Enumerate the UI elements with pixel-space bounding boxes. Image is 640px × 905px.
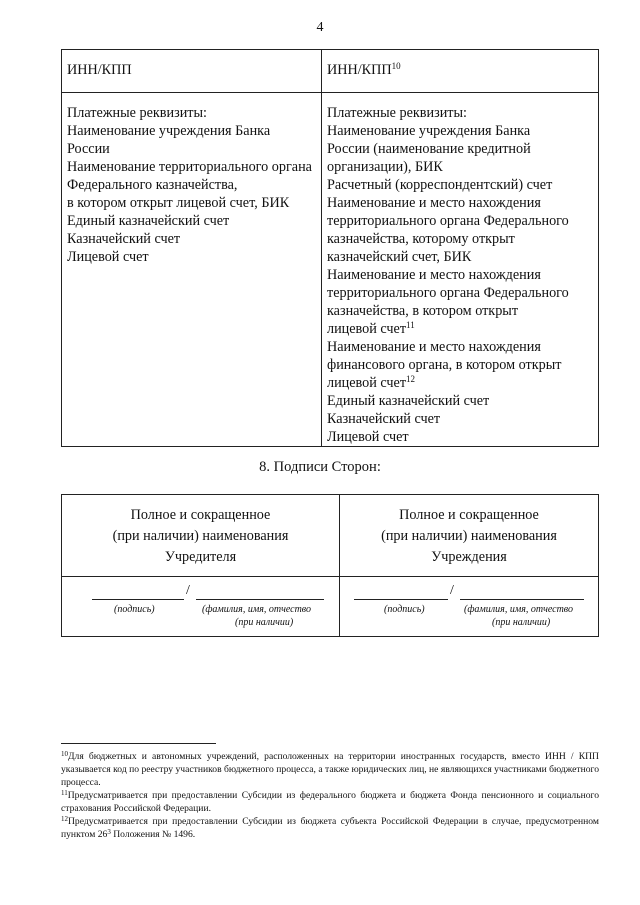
right-payment-line: Расчетный (корреспондентский) счет [327, 177, 553, 193]
right-payment-line: Наименование и место нахождения [327, 195, 541, 211]
footnote-11 [61, 789, 599, 815]
signature-separator: / [450, 583, 454, 598]
right-payment-line-with-footnote [327, 320, 593, 338]
institution-heading-line: Учреждения [431, 549, 507, 565]
left-payment-line: Федерального казначейства, [67, 177, 238, 193]
right-payment-line: территориального органа Федерального [327, 213, 569, 229]
right-payment-line-with-footnote [327, 374, 593, 392]
footnote-number: 11 [61, 789, 68, 797]
right-payment-line: Единый казначейский счет [327, 393, 490, 409]
signature-separator: / [186, 583, 190, 598]
name-caption-line2: (при наличии) [492, 617, 551, 628]
institution-heading-line: Полное и сокращенное [399, 507, 539, 523]
footnote-text: Предусматривается при предоставлении Субсидии из бюджета субъекта Российской Федерации в случае, предусмотренном пунктом 26 [61, 816, 599, 840]
right-payment-line: Наименование и место нахождения [327, 339, 541, 355]
right-payment-line: казначейства, которому открыт [327, 231, 515, 247]
left-payment-line: в котором открыт лицевой счет, БИК [67, 195, 290, 211]
signature-caption: (подпись) [384, 604, 425, 615]
right-payment-line: казначейский счет, БИК [327, 249, 472, 265]
founder-signature-cell [62, 577, 340, 637]
footnote-12 [61, 815, 599, 841]
name-caption-line1: (фамилия, имя, отчество [202, 604, 312, 615]
left-payment-line: Наименование территориального органа [67, 159, 312, 175]
footnote-number: 12 [61, 815, 68, 823]
footnote-text: Для бюджетных и автономных учреждений, расположенных на территории иностранных государств, вместо ИНН / КПП указывается код по реестру участников бюджетного процесса, а также юридических лиц, не являющихся участниками бюджетного процесса. [61, 751, 599, 788]
right-payment-line-text: лицевой счет [327, 375, 407, 391]
footnote-ref-12: 12 [406, 374, 416, 384]
left-payment-line: Наименование учреждения Банка [67, 123, 271, 139]
right-payment-line: финансового органа, в котором открыт [327, 357, 562, 373]
name-line [196, 599, 324, 600]
left-payment-line: России [67, 141, 110, 157]
inn-kpp-row [62, 50, 599, 93]
footnote-text-end: Положения № 1496. [110, 829, 196, 840]
signatures-sign-row [62, 577, 599, 637]
signatures-header-row [62, 495, 599, 577]
signature-caption: (подпись) [114, 604, 155, 615]
institution-name-cell [340, 495, 599, 577]
left-payment-details [62, 93, 322, 447]
left-payment-line: Лицевой счет [67, 249, 149, 265]
founder-heading-line: Полное и сокращенное [130, 507, 271, 523]
founder-heading-line: (при наличии) наименования [112, 528, 289, 544]
right-payment-line: Наименование и место нахождения [327, 267, 541, 283]
right-inn-kpp [322, 50, 599, 93]
signatures-section-title: 8. Подписи Сторон: [259, 459, 381, 475]
name-line [460, 599, 584, 600]
founder-heading-line: Учредителя [164, 549, 237, 565]
right-payment-line: Лицевой счет [327, 429, 409, 445]
footnote-number: 10 [61, 750, 68, 758]
right-payment-line: территориального органа Федерального [327, 285, 569, 301]
footnote-ref-11: 11 [406, 320, 415, 330]
signature-line [354, 599, 448, 600]
right-payment-line: Казначейский счет [327, 411, 441, 427]
page-number: 4 [316, 20, 324, 35]
right-payment-line: Наименование учреждения Банка [327, 123, 531, 139]
right-inn-kpp-label: ИНН/КПП [327, 62, 392, 78]
left-payment-line: Платежные реквизиты: [67, 105, 207, 121]
payment-details-row [62, 93, 599, 447]
signatures-table [61, 494, 599, 637]
footnote-separator [61, 743, 216, 744]
left-payment-line: Казначейский счет [67, 231, 181, 247]
signature-line [92, 599, 184, 600]
requisites-table [61, 49, 599, 447]
right-payment-line: организации), БИК [327, 159, 443, 175]
left-inn-kpp [62, 50, 322, 93]
right-payment-line: России (наименование кредитной [327, 141, 531, 157]
right-payment-line: казначейства, в котором открыт [327, 303, 519, 319]
institution-signature-cell [340, 577, 599, 637]
right-payment-line: Платежные реквизиты: [327, 105, 467, 121]
footnote-text: Предусматривается при предоставлении Субсидии из федерального бюджета и бюджета Фонда пенсионного и социального страхования Российской Федерации. [61, 790, 599, 814]
left-inn-kpp-label: ИНН/КПП [67, 62, 132, 78]
founder-name-cell [62, 495, 340, 577]
name-caption-line2: (при наличии) [235, 617, 294, 628]
right-payment-details [322, 93, 599, 447]
footnote-10 [61, 750, 599, 789]
paragraph-superscript: 3 [107, 828, 111, 836]
left-payment-line: Единый казначейский счет [67, 213, 230, 229]
institution-heading-line: (при наличии) наименования [381, 528, 557, 544]
footnotes [61, 750, 599, 841]
footnote-ref-10: 10 [391, 61, 401, 71]
right-payment-line-text: лицевой счет [327, 321, 407, 337]
name-caption-line1: (фамилия, имя, отчество [464, 604, 574, 615]
